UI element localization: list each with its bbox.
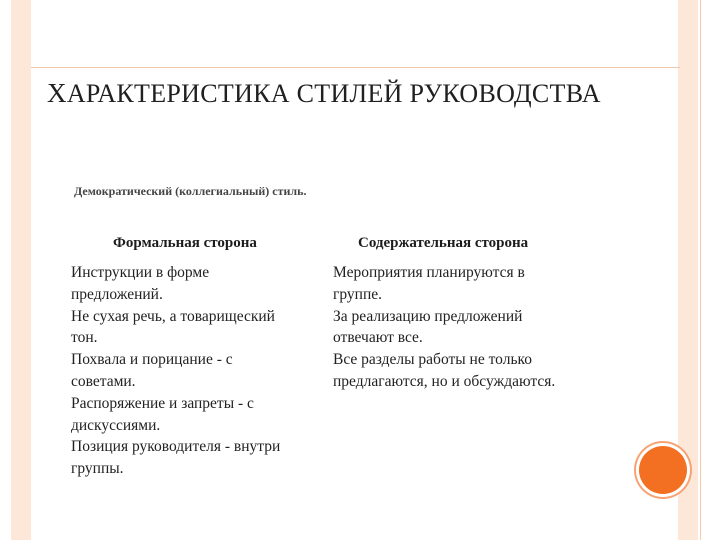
left-column-line: советами. (71, 372, 136, 390)
right-column-line: группе. (333, 285, 382, 303)
right-column-line: За реализацию предложений (333, 307, 523, 325)
slide-subtitle: Демократический (коллегиальный) стиль. (74, 184, 307, 198)
left-column-line: Позиция руководителя - внутри (71, 438, 281, 456)
left-column-line: тон. (71, 329, 98, 347)
left-column-line: Распоряжение и запреты - с (71, 394, 254, 412)
left-column-line: Похвала и порицание - с (71, 351, 233, 369)
left-column-line: группы. (71, 460, 124, 478)
decorative-line-right (700, 0, 701, 540)
left-column-line: предложений. (71, 285, 163, 303)
left-column-body (71, 262, 323, 480)
left-column-line: Не сухая речь, а товарищеский (71, 307, 275, 325)
left-column-line: Инструкции в форме (71, 264, 210, 281)
right-column-line: Мероприятия планируются в (333, 264, 525, 281)
title-divider (31, 67, 680, 68)
left-column-heading: Формальная сторона (113, 235, 257, 251)
title-rest: АРАКТЕРИСТИКА СТИЛЕЙ РУКОВОДСТВА (66, 79, 601, 108)
decorative-frame-left (11, 0, 31, 540)
right-column-body (333, 262, 603, 393)
right-column-line: Все разделы работы не только (333, 351, 533, 369)
right-column-line: отвечают все. (333, 329, 423, 347)
left-column-line: дискуссиями. (71, 416, 161, 434)
right-column-heading: Содержательная сторона (358, 235, 529, 251)
slide-title (47, 78, 601, 109)
right-column-line: предлагаются, но и обсуждаются. (333, 372, 556, 390)
title-first-letter: Х (47, 78, 67, 108)
orange-circle-icon (639, 446, 687, 494)
